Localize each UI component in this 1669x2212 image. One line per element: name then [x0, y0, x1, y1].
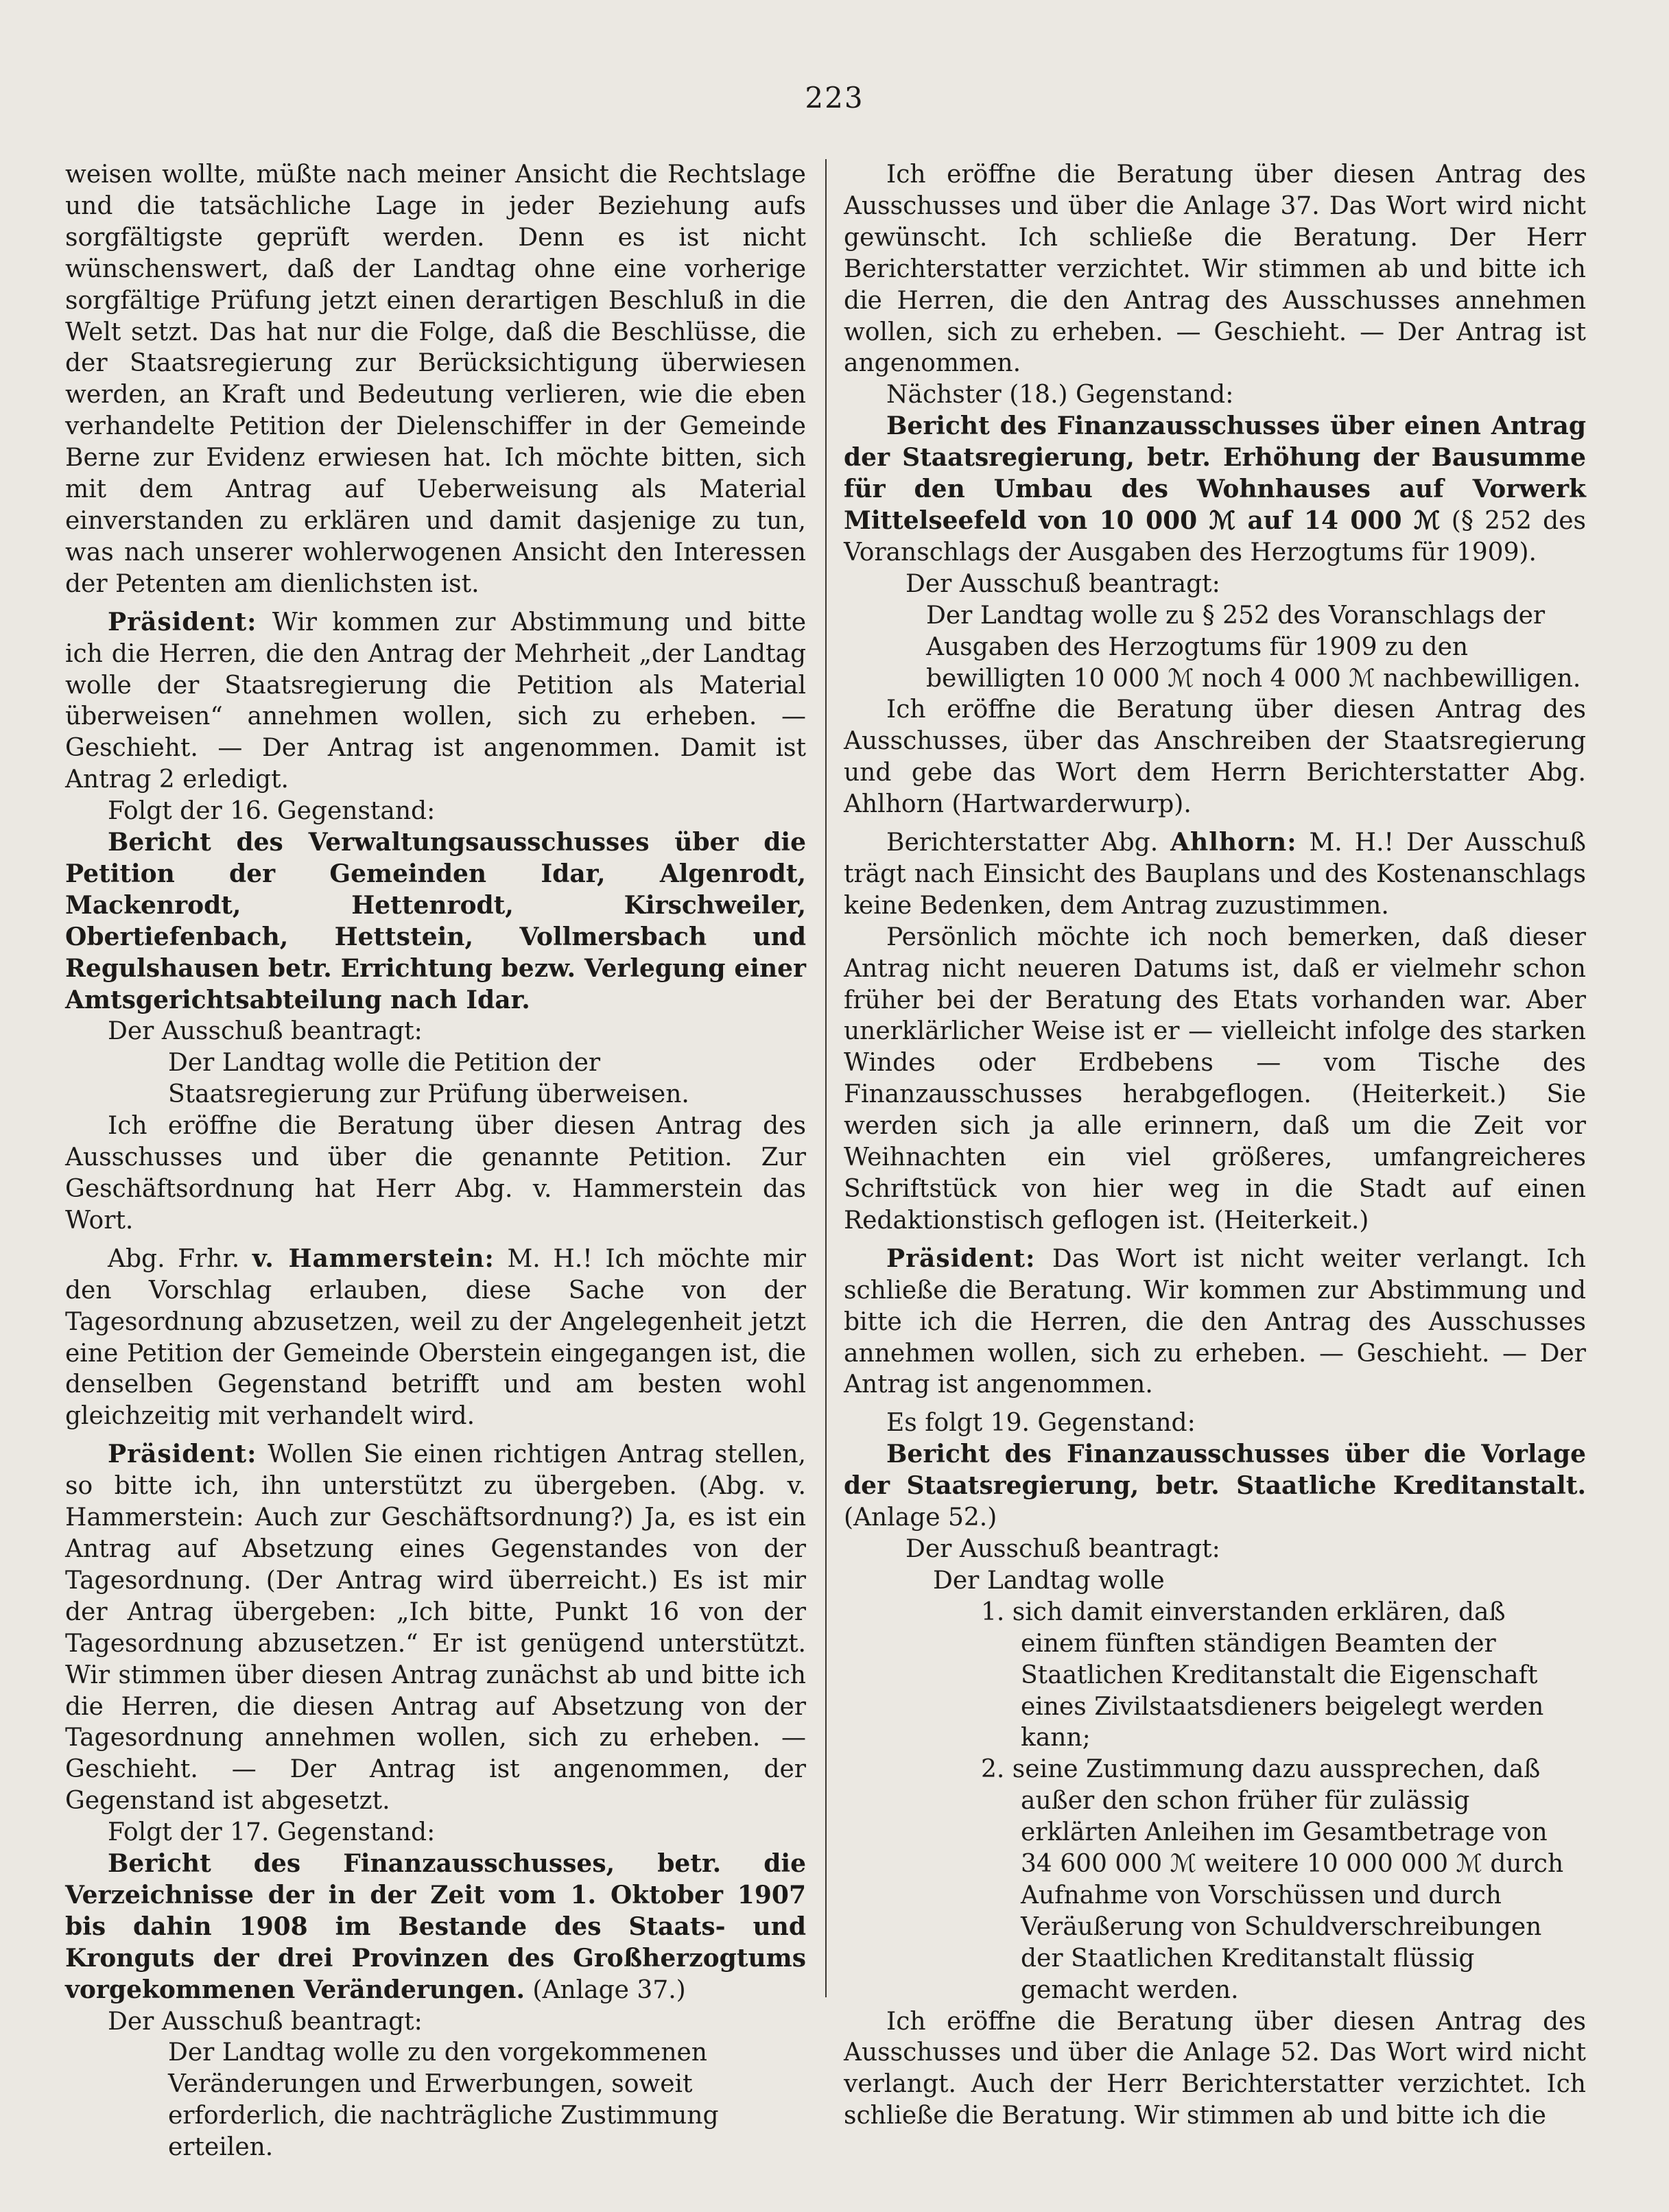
paragraph	[844, 827, 1586, 922]
column-divider	[825, 159, 827, 1997]
agenda-item-label: Folgt der 17. Gegenstand:	[108, 1818, 436, 1847]
agenda-item-label: Folgt der 16. Gegenstand:	[108, 797, 436, 826]
speaker-name: Präsident:	[108, 1440, 257, 1469]
speech-text: M. H.! Der Ausschuß trägt nach Einsicht des Bauplans und des Kostenanschlags keine Bedenken, dem Antrag zuzustimmen.	[844, 829, 1586, 920]
paragraph	[844, 1244, 1586, 1401]
paragraph: Ich eröffne die Beratung über diesen Antrag des Ausschusses und über die Anlage 52. Das Wort wird nicht verlangt. Auch der Herr Berichterstatter verzichtet. Ich schließe die Beratung. Wir stimmen ab und bitte ich die	[844, 2007, 1586, 2130]
speech-text: Wollen Sie einen richtigen Antrag stellen, so bitte ich, ihn unterstützt zu übergeben. (Abg. v. Hammerstein: Auch zur Geschäftsordnung?) Ja, es ist ein Antrag auf Absetzung eines Gegenstandes von der Tagesordnung. (Der Antrag wird überreicht.) Es ist mir der Antrag übergeben: „Ich bitte, Punkt 16 von der Tagesordnung abzusetzen.“ Er ist genügend unterstützt. Wir stimmen über diesen Antrag zunächst ab und bitte ich die Herren, die diesen Antrag auf Absetzung von der Tagesordnung annehmen wollen, sich zu erheben. — Geschieht. — Der Antrag ist angenommen, der Gegenstand ist abgesetzt.	[65, 1440, 806, 1816]
speaker-name: Präsident:	[108, 607, 257, 637]
speech-text: Wir kommen zur Abstimmung und bitte ich die Herren, die den Antrag der Mehrheit „der Landtag wolle der Staatsregierung die Petition als Material überweisen“ annehmen wollen, sich zu erheben. — Geschieht. — Der Antrag ist angenommen. Damit ist Antrag 2 erledigt.	[65, 608, 806, 794]
paragraph: Der Ausschuß beantragt:	[905, 569, 1220, 598]
page-number: 223	[805, 81, 864, 115]
agenda-heading: Bericht des Verwaltungsausschusses über die Petition der Gemeinden Idar, Algenrodt, Mackenrodt, Hettenrodt, Kirschweiler, Obertiefenbach, Hettstein, Vollmersbach und Regulshausen betr. Errichtung bezw. Verlegung einer Amtsgerichtsabteilung nach Idar.	[65, 828, 806, 1014]
paragraph: Ich eröffne die Beratung über diesen Antrag des Ausschusses und über die Anlage 37. Das Wort wird nicht gewünscht. Ich schließe die Beratung. Der Herr Berichterstatter verzichtet. Wir stimmen ab und bitte ich die Herren, die den Antrag des Ausschusses annehmen wollen, sich zu erheben. — Geschieht. — Der Antrag ist angenommen.	[844, 160, 1586, 378]
paragraph: Der Ausschuß beantragt:	[108, 1017, 423, 1046]
agenda-heading	[844, 411, 1586, 569]
agenda-heading	[65, 1848, 806, 2006]
paragraph: Der Ausschuß beantragt:	[905, 1534, 1220, 1563]
paragraph: weisen wollte, müßte nach meiner Ansicht die Rechtslage und die tatsächliche Lage in jeder Beziehung aufs sorgfältigste geprüft werden. Denn es ist nicht wünschenswert, daß der Landtag ohne eine vorherige sorgfältige Prüfung jetzt einen derartigen Beschluß in die Welt setzt. Das hat nur die Folge, daß die Beschlüsse, die der Staatsregierung zur Berücksichtigung überwiesen werden, an Kraft und Bedeutung verlieren, wie die eben verhandelte Petition der Dielenschiffer in der Gemeinde Berne zur Evidenz erwiesen hat. Ich möchte bitten, sich mit dem Antrag auf Ueberweisung als Material einverstanden zu erklären und damit dasjenige zu tun, was nach unserer wohlerwogenen Ansicht den Interessen der Petenten am dienlichsten ist.	[65, 160, 806, 598]
paragraph: Ich eröffne die Beratung über diesen Antrag des Ausschusses und über die genannte Petition. Zur Geschäftsordnung hat Herr Abg. v. Hammerstein das Wort.	[65, 1112, 806, 1235]
motion-text: Der Landtag wolle zu § 252 des Voranschlags der Ausgaben des Herzogtums für 1909 zu den bewilligten 10 000 ℳ noch 4 000 ℳ nachbewilligen.	[926, 601, 1581, 693]
agenda-item-label: Es folgt 19. Gegenstand:	[886, 1409, 1196, 1438]
agenda-heading-tail: (Anlage 52.)	[844, 1503, 997, 1532]
speaker-title: Abg. Frhr.	[108, 1244, 252, 1273]
agenda-heading-text: Bericht des Finanzausschusses über einen Antrag der Staatsregierung, betr. Erhöhung der Bausumme für den Umbau des Wohnhauses auf Vorwerk Mittelseefeld von 10 000 ℳ auf 14 000 ℳ	[844, 412, 1586, 535]
agenda-heading-text: Bericht des Finanzausschusses, betr. die Verzeichnisse der in der Zeit vom 1. Oktober 1907 bis dahin 1908 im Bestande des Staats- und Kronguts der drei Provinzen des Großherzogtums vorgekommenen Veränderungen.	[65, 1849, 806, 2004]
speaker-name: Ahlhorn:	[1170, 828, 1297, 857]
speaker-title: Berichterstatter Abg.	[886, 829, 1171, 857]
paragraph: Der Ausschuß beantragt:	[108, 2007, 423, 2036]
right-column	[844, 159, 1586, 2132]
agenda-item-label: Nächster (18.) Gegenstand:	[886, 381, 1234, 409]
agenda-heading	[844, 1439, 1586, 1534]
paragraph	[65, 1439, 806, 1817]
speech-text: M. H.! Ich möchte mir den Vorschlag erlauben, diese Sache von der Tagesordnung abzusetzen, weil zu der Angelegenheit jetzt eine Petition der Gemeinde Oberstein eingegangen ist, die denselben Gegenstand betrifft und am besten wohl gleichzeitig mit verhandelt wird.	[65, 1244, 806, 1431]
left-column	[65, 159, 806, 2163]
agenda-heading-text: Bericht des Finanzausschusses über die Vorlage der Staatsregierung, betr. Staatliche Kreditanstalt.	[844, 1440, 1586, 1501]
speaker-name: v. Hammerstein:	[252, 1244, 495, 1273]
speech-text: Das Wort ist nicht weiter verlangt. Ich schließe die Beratung. Wir kommen zur Abstimmung und bitte ich die Herren, die den Antrag des Ausschusses annehmen wollen, sich zu erheben. — Geschieht. — Der Antrag ist angenommen.	[844, 1244, 1586, 1399]
paragraph: Ich eröffne die Beratung über diesen Antrag des Ausschusses, über das Anschreiben der Staatsregierung und gebe das Wort dem Herrn Berichterstatter Abg. Ahlhorn (Hartwarderwurp).	[844, 695, 1586, 819]
speaker-name: Präsident:	[886, 1244, 1036, 1273]
motion-text: Der Landtag wolle zu den vorgekommenen Veränderungen und Erwerbungen, soweit erforderlich, die nachträgliche Zustimmung erteilen.	[168, 2038, 719, 2162]
paragraph	[65, 1244, 806, 1432]
motion-text: Der Landtag wolle die Petition der Staatsregierung zur Prüfung überweisen.	[168, 1049, 689, 1109]
list-item: 2. seine Zustimmung dazu aussprechen, daß außer den schon früher für zulässig erklärten Anleihen im Gesamtbetrage von 34 600 000 ℳ weitere 10 000 000 ℳ durch Aufnahme von Vorschüssen und durch Veräußerung von Schuldverschreibungen der Staatlichen Kreditanstalt flüssig gemacht werden.	[981, 1755, 1564, 2004]
motion-text: Der Landtag wolle	[933, 1566, 1165, 1595]
paragraph: Persönlich möchte ich noch bemerken, daß dieser Antrag nicht neueren Datums ist, daß er vielmehr schon früher bei der Beratung des Etats vorhanden war. Aber unerklärlicher Weise ist er — vielleicht infolge des starken Windes oder Erdbebens — vom Tische des Finanzausschusses herabgeflogen. (Heiterkeit.) Sie werden sich ja alle erinnern, daß um die Zeit vor Weihnachten ein viel größeres, umfangreicheres Schriftstück von hier weg in die Stadt auf einen Redaktionstisch geflogen ist. (Heiterkeit.)	[844, 923, 1586, 1235]
list-item: 1. sich damit einverstanden erklären, daß einem fünften ständigen Beamten der Staatlichen Kreditanstalt die Eigenschaft eines Zivilstaatsdieners beigelegt werden kann;	[981, 1597, 1544, 1752]
agenda-heading-tail: (Anlage 37.)	[524, 1975, 686, 2004]
agenda-heading-tail: (§ 252 des Voranschlags der Ausgaben des Herzogtums für 1909).	[844, 506, 1586, 567]
paragraph	[65, 607, 806, 796]
